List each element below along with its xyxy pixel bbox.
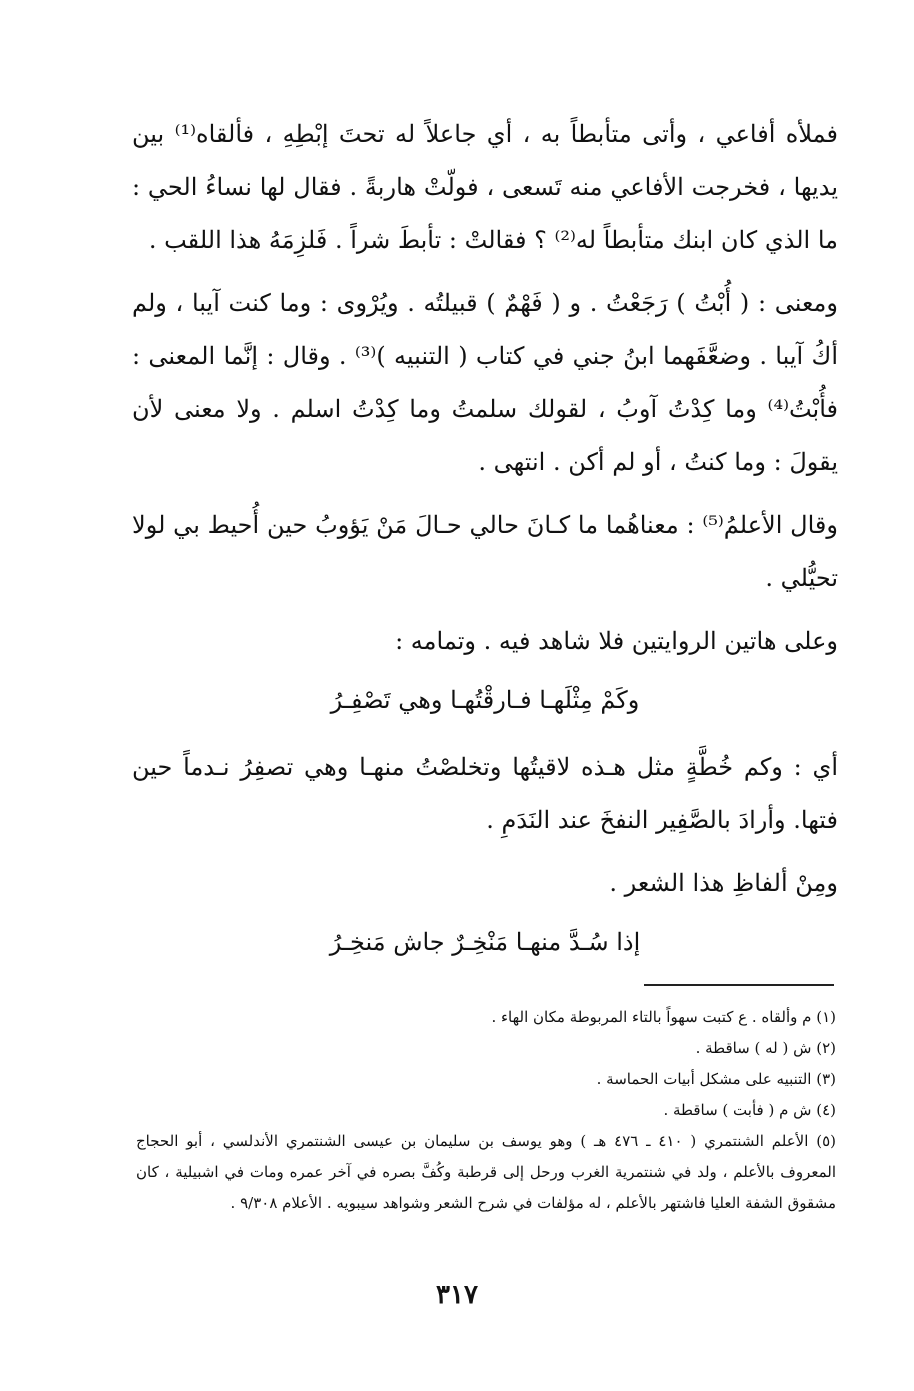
paragraph-2: ومعنى : ( أُبْتُ ) رَجَعْتُ . و ( فَهْمٌ ) قبيلتُه . ويُرْوى : وما كنت آيبا ، ولم أكُ آيبا . وضعَّفَهما ابنُ جني في كتاب ( التنبيه )⁽³⁾ . وقال : إنَّما المعنى : فأُبْتُ⁽⁴⁾ وما كِدْتُ آوبُ ، لقولك سلمتُ وما كِدْتُ اسلم . ولا معنى لأن يقولَ : وما كنتُ ، أو لم أكن . انتهى . — [132, 289, 838, 476]
footnote-divider — [644, 984, 834, 986]
paragraph-6: ومِنْ ألفاظِ هذا الشعر . — [609, 869, 838, 897]
verse-line-2: إذا سُـدَّ منهـا مَنْخِـرٌ جاش مَنخِـرُ — [329, 928, 641, 956]
footnote-3: (٣) التنبيه على مشكل أبيات الحماسة . — [596, 1070, 836, 1088]
verse-line-1: وكَمْ مِثْلَهـا فـارقْتُهـا وهي تَصْفِـرُ — [330, 686, 640, 714]
footnotes — [136, 1002, 836, 1219]
footnote-1: (١) م وألقاه . ع كتبت سهواً بالتاء المربوطة مكان الهاء . — [491, 1008, 836, 1026]
paragraph-1: فملأه أفاعي ، وأتى متأبطاً به ، أي جاعلاً له تحتَ إبْطِهِ ، فألقاه⁽¹⁾ بين يديها ، فخرجت الأفاعي منه تَسعى ، فولّتْ هاربةً . فقال لها نساءُ الحي : ما الذي كان ابنك متأبطاً له⁽²⁾ ؟ فقالتْ : تأبطَ شراً . فَلزِمَهُ هذا اللقب . — [132, 120, 839, 254]
paragraph-3: وقال الأعلمُ⁽⁵⁾ : معناهُما ما كـانَ حالي حـالَ مَنْ يَؤوبُ حين أُحيط بي لولا تحيُّلي . — [132, 511, 838, 592]
main-text — [132, 108, 838, 983]
footnote-4: (٤) ش م ( فأبت ) ساقطة . — [663, 1101, 836, 1119]
page-number: ٣١٧ — [436, 1280, 478, 1310]
footnote-2: (٢) ش ( له ) ساقطة . — [695, 1039, 836, 1057]
paragraph-4: وعلى هاتين الروايتين فلا شاهد فيه . وتمامه : — [395, 627, 838, 655]
footnote-5: (٥) الأعلم الشنتمري ( ٤١٠ ـ ٤٧٦ هـ ) وهو يوسف بن سليمان بن عيسى الشنتمري الأندلسي ، أبو الحجاج المعروف بالأعلم ، ولد في شنتمرية الغرب ورحل إلى قرطبة وكُفَّ بصره في آخر عمره ومات في اشبيلية ، كان مشقوق الشفة العليا فاشتهر بالأعلم ، له مؤلفات في شرح الشعر وشواهد سيبويه . الأعلام ٩/٣٠٨ . — [136, 1132, 836, 1212]
paragraph-5: أي : وكم خُطَّةٍ مثل هـذه لاقيتُها وتخلصْتُ منهـا وهي تصفِرُ نـدماً حين فتها. وأرادَ بالصَّفِير النفخَ عند النَدَمِ . — [132, 753, 838, 834]
